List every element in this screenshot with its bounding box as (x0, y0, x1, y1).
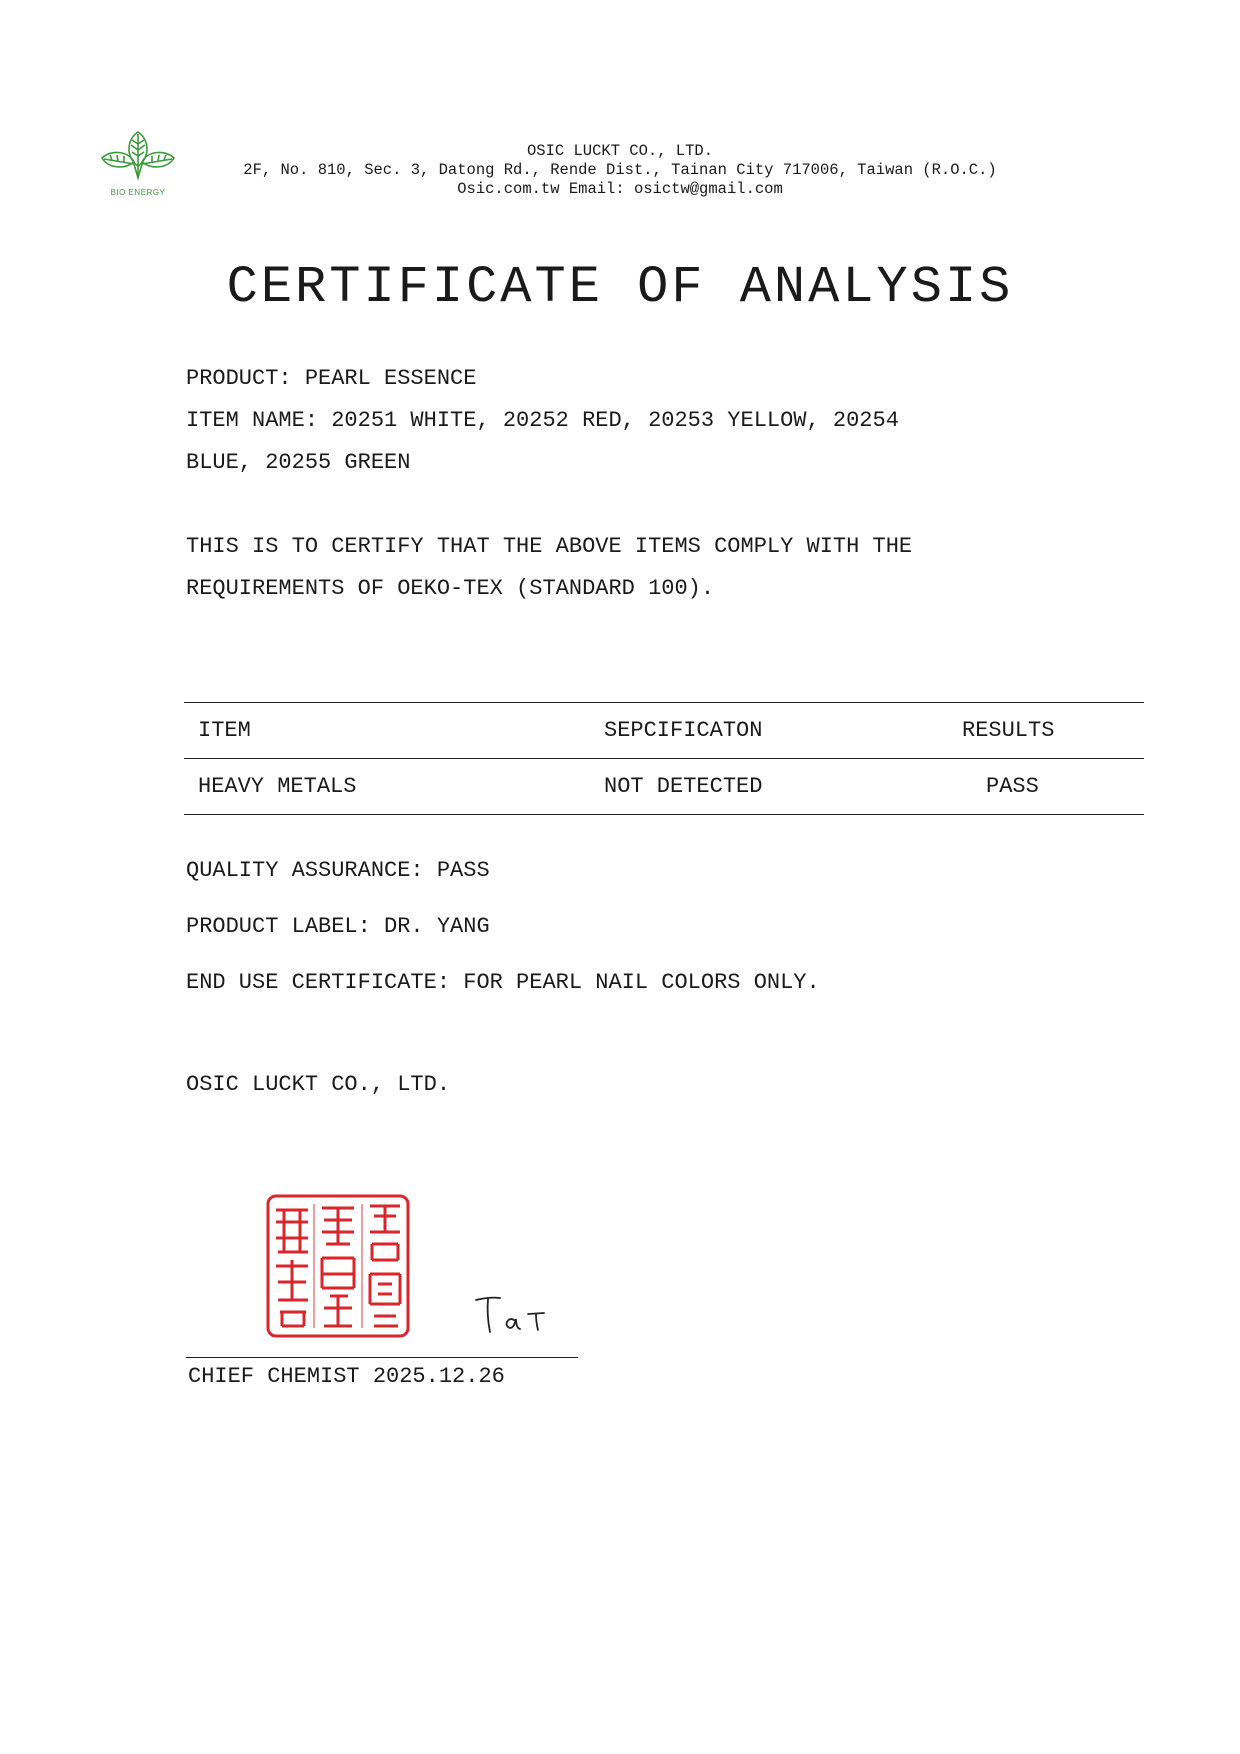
table-bottom-rule (184, 814, 1144, 815)
company-signoff: OSIC LUCKT CO., LTD. (186, 1072, 451, 1097)
statement-line-2: REQUIREMENTS OF OEKO-TEX (STANDARD 100). (186, 576, 715, 601)
cell-item: HEAVY METALS (198, 774, 357, 799)
product-line: PRODUCT: PEARL ESSENCE (186, 366, 477, 391)
item-name-line-2: BLUE, 20255 GREEN (186, 450, 411, 475)
company-name: OSIC LUCKT CO., LTD. (526, 142, 714, 160)
product-label: PRODUCT LABEL: DR. YANG (186, 914, 490, 939)
statement-line-1: THIS IS TO CERTIFY THAT THE ABOVE ITEMS COMPLY WITH THE (186, 534, 913, 559)
handwritten-signature (470, 1290, 560, 1340)
company-address: 2F, No. 810, Sec. 3, Datong Rd., Rende Dist., Tainan City 717006, Taiwan (R.O.C.) (243, 161, 997, 179)
company-contact: Osic.com.tw Email: osictw@gmail.com (457, 180, 783, 198)
table-header-rule (184, 758, 1144, 759)
signature-rule (186, 1357, 578, 1358)
chief-chemist-caption: CHIEF CHEMIST 2025.12.26 (188, 1364, 505, 1389)
red-seal-stamp (264, 1192, 412, 1340)
quality-assurance: QUALITY ASSURANCE: PASS (186, 858, 490, 883)
table-top-rule (184, 702, 1144, 703)
signature-scribble (470, 1290, 560, 1340)
cell-specification: NOT DETECTED (604, 774, 763, 799)
item-name-line-1: ITEM NAME: 20251 WHITE, 20252 RED, 20253 YELLOW, 20254 (186, 408, 899, 433)
logo-caption: BIO ENERGY (110, 188, 166, 197)
company-seal (264, 1192, 412, 1340)
header-specification: SEPCIFICATON (604, 718, 763, 743)
letterhead (140, 142, 1100, 199)
document-title: CERTIFICATE OF ANALYSIS (226, 258, 1014, 317)
cell-result: PASS (986, 774, 1039, 799)
header-item: ITEM (198, 718, 251, 743)
header-results: RESULTS (962, 718, 1055, 743)
end-use-certificate: END USE CERTIFICATE: FOR PEARL NAIL COLORS ONLY. (186, 970, 820, 995)
